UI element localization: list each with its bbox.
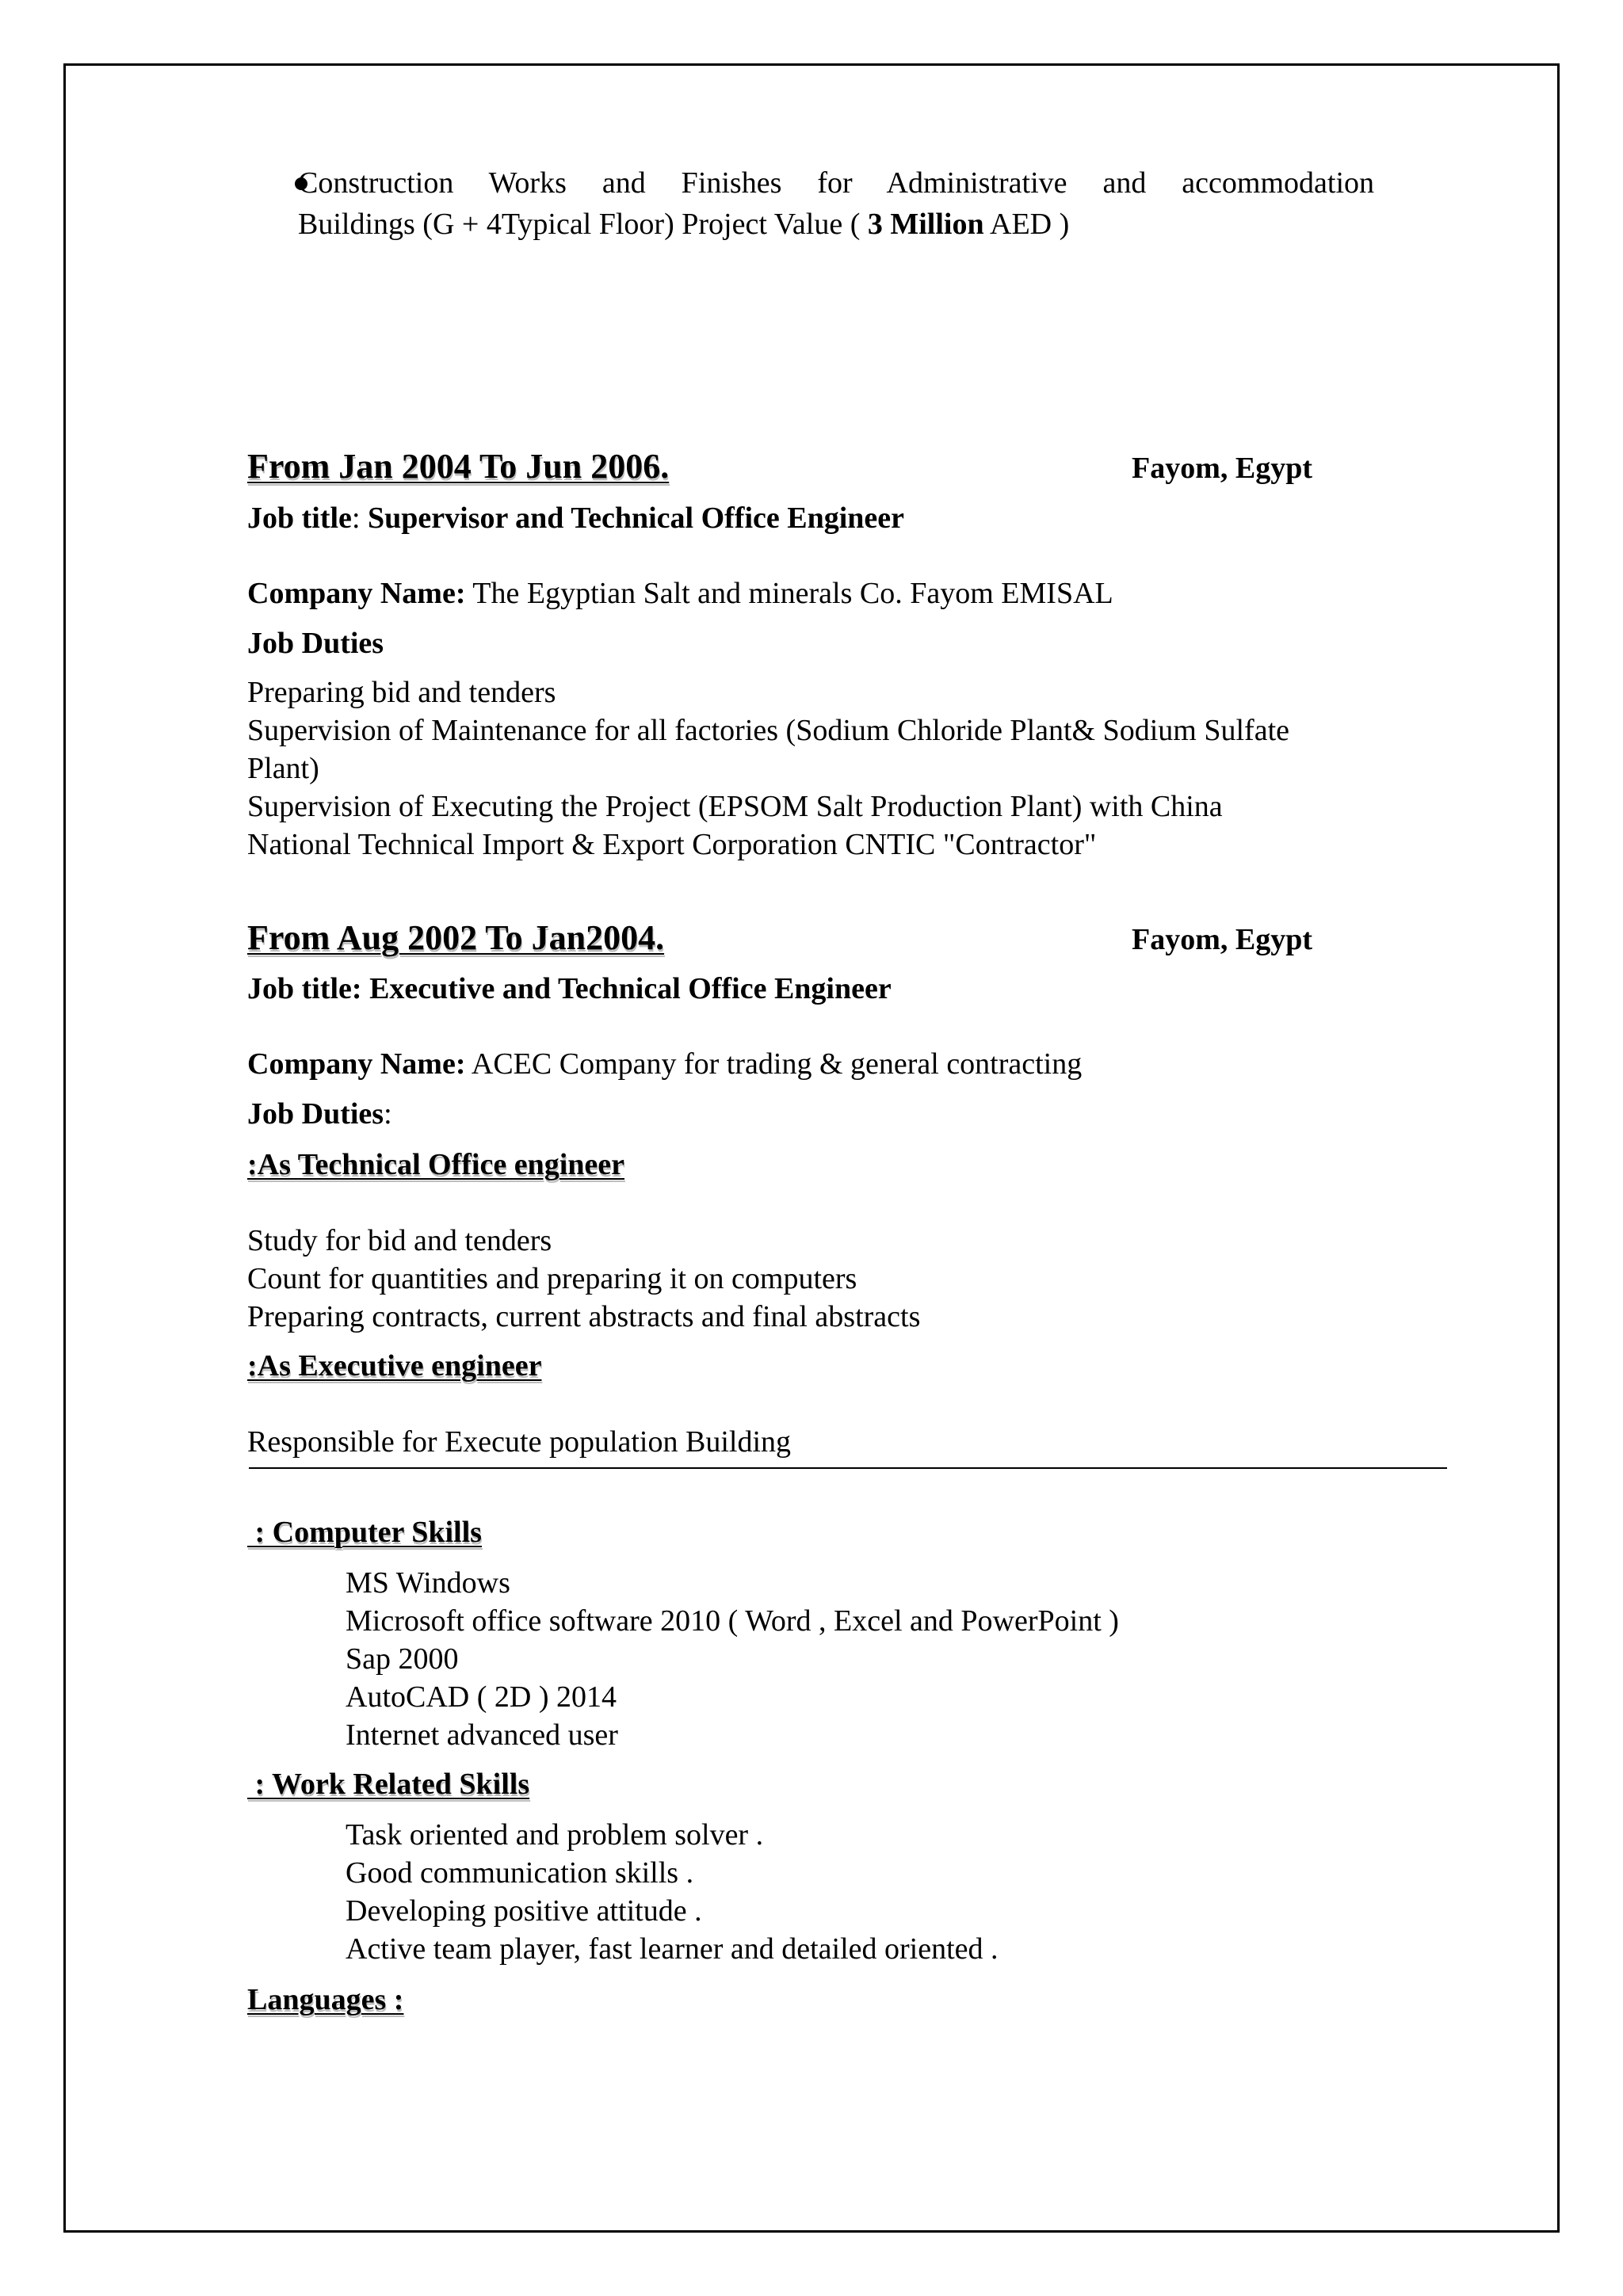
technical-office-heading: :As Technical Office engineer: [247, 1148, 624, 1181]
computer-skill-item: AutoCAD ( 2D ) 2014: [346, 1680, 617, 1714]
job1-duty: National Technical Import & Export Corporation CNTIC "Contractor": [247, 828, 1097, 861]
job1-title: Supervisor and Technical Office Engineer: [368, 502, 905, 535]
languages-heading: Languages :: [247, 1983, 404, 2016]
job1-period: From Jan 2004 To Jun 2006.: [247, 447, 670, 486]
technical-duty: Preparing contracts, current abstracts and final abstracts: [247, 1300, 921, 1333]
project-line-2: Buildings (G + 4Typical Floor) Project Value ( 3 Million AED ): [298, 208, 1070, 241]
work-skill-item: Task oriented and problem solver .: [346, 1818, 764, 1852]
job1-duty: Plant): [247, 752, 319, 785]
job1-location: Fayom, Egypt: [1132, 452, 1312, 485]
computer-skill-item: Microsoft office software 2010 ( Word , Excel and PowerPoint ): [346, 1604, 1119, 1638]
project-line-1: Construction Works and Finishes for Administrative and accommodation: [298, 166, 1374, 200]
technical-duty: Count for quantities and preparing it on computers: [247, 1262, 857, 1295]
project-bullet: [298, 162, 1374, 245]
work-skills-heading: : Work Related Skills: [247, 1768, 530, 1801]
section-divider: [249, 1467, 1447, 1469]
job1-title-line: Job title: Supervisor and Technical Office Engineer: [247, 502, 905, 535]
job2-company-line: Company Name: ACEC Company for trading & general contracting: [247, 1047, 1083, 1081]
technical-duty: Study for bid and tenders: [247, 1224, 552, 1257]
job2-duties-label: Job Duties:: [247, 1097, 392, 1131]
work-skill-item: Active team player, fast learner and detailed oriented .: [346, 1932, 999, 1966]
computer-skill-item: Internet advanced user: [346, 1718, 618, 1752]
job2-title-line: Job title: Executive and Technical Office Engineer: [247, 972, 892, 1005]
executive-heading: :As Executive engineer: [247, 1349, 542, 1383]
job2-period: From Aug 2002 To Jan2004.: [247, 918, 665, 957]
project-value: 3 Million: [867, 208, 984, 241]
job1-duty: Supervision of Executing the Project (EPSOM Salt Production Plant) with China: [247, 790, 1223, 823]
job1-company: The Egyptian Salt and minerals Co. Fayom EMISAL: [465, 577, 1113, 610]
job1-company-line: Company Name: The Egyptian Salt and minerals Co. Fayom EMISAL: [247, 577, 1113, 610]
work-skill-item: Good communication skills .: [346, 1856, 694, 1890]
work-skill-item: Developing positive attitude .: [346, 1894, 702, 1928]
job1-duty: Supervision of Maintenance for all factories (Sodium Chloride Plant& Sodium Sulfate: [247, 714, 1289, 747]
job2-company: ACEC Company for trading & general contracting: [465, 1047, 1083, 1081]
computer-skill-item: MS Windows: [346, 1566, 510, 1600]
job1-duty: Preparing bid and tenders: [247, 676, 556, 709]
job2-location: Fayom, Egypt: [1132, 923, 1312, 956]
executive-duty: Responsible for Execute population Building: [247, 1425, 792, 1459]
computer-skills-heading: : Computer Skills: [247, 1516, 482, 1549]
computer-skill-item: Sap 2000: [346, 1642, 459, 1676]
job1-duties-label: Job Duties: [247, 627, 384, 660]
